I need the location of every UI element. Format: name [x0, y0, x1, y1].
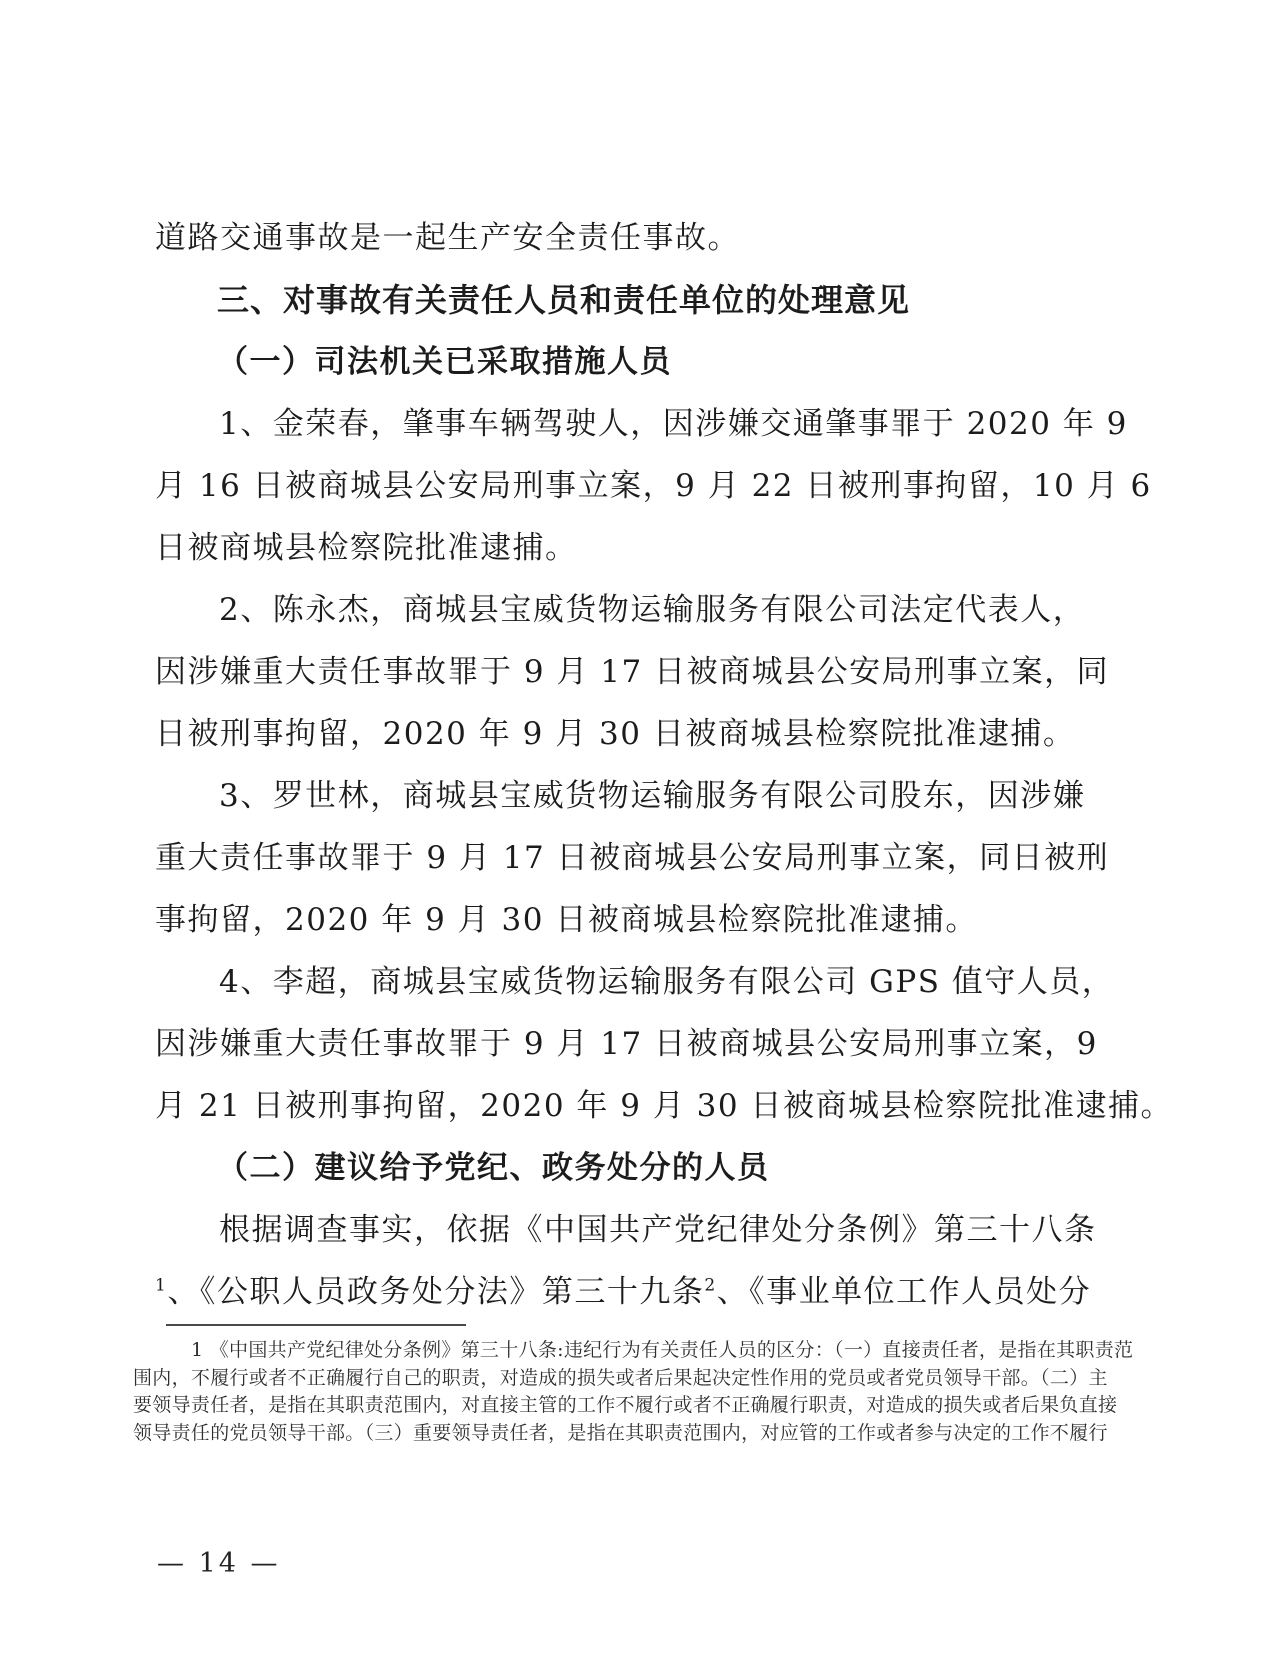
body-line: 因涉嫌重大责任事故罪于 9 月 17 日被商城县公安局刑事立案，9: [155, 1026, 1098, 1062]
section-heading: 三、对事故有关责任人员和责任单位的处理意见: [217, 281, 911, 319]
body-line: 日被刑事拘留，2020 年 9 月 30 日被商城县检察院批准逮捕。: [155, 716, 1076, 752]
footnote-ref-2: 2: [704, 1275, 717, 1296]
footnote-separator: [166, 1324, 466, 1326]
subsection-heading-2: （二）建议给予党纪、政务处分的人员: [217, 1150, 770, 1186]
body-line: 道路交通事故是一起生产安全责任事故。: [155, 220, 740, 256]
body-line: 月 16 日被商城县公安局刑事立案，9 月 22 日被刑事拘留，10 月 6: [155, 468, 1152, 504]
footnote-block: [133, 1337, 1158, 1447]
body-line: 1、金荣春，肇事车辆驾驶人，因涉嫌交通肇事罪于 2020 年 9: [219, 406, 1128, 442]
body-line-with-footnote-refs: [155, 1261, 1130, 1323]
body-line: 重大责任事故罪于 9 月 17 日被商城县公安局刑事立案，同日被刑: [155, 840, 1110, 876]
footnote-line: 1 《中国共产党纪律处分条例》第三十八条:违纪行为有关责任人员的区分：（一）直接责任者，是指在其职责范: [191, 1339, 1134, 1361]
subsection-heading-1: （一）司法机关已采取措施人员: [217, 344, 672, 380]
body-line: 2、陈永杰，商城县宝威货物运输服务有限公司法定代表人，: [219, 592, 1086, 628]
footnote-line: 要领导责任者，是指在其职责范围内，对直接主管的工作不履行或者不正确履行职责，对造成的损失或者后果负直接: [133, 1394, 1118, 1416]
body-line: 因涉嫌重大责任事故罪于 9 月 17 日被商城县公安局刑事立案，同: [155, 654, 1110, 690]
footnote-line: 领导责任的党员领导干部。（三）重要领导责任者，是指在其职责范围内，对应管的工作或者参与决定的工作不履行: [133, 1421, 1108, 1444]
footnote-line: 围内，不履行或者不正确履行自己的职责，对造成的损失或者后果起决定性作用的党员或者党员领导干部。（二）主: [133, 1366, 1108, 1389]
footnote-ref-1: 1: [155, 1275, 168, 1296]
body-text-fragment: 、《公职人员政务处分法》第三十九条: [167, 1274, 705, 1310]
body-text-fragment: 、《事业单位工作人员处分: [716, 1274, 1092, 1310]
document-body: [155, 207, 1173, 1323]
body-line: 3、罗世林，商城县宝威货物运输服务有限公司股东，因涉嫌: [219, 778, 1086, 814]
body-line: 4、李超，商城县宝威货物运输服务有限公司 GPS 值守人员，: [219, 964, 1115, 1000]
body-line: 根据调查事实，依据《中国共产党纪律处分条例》第三十八条: [219, 1212, 1097, 1248]
body-line: 事拘留，2020 年 9 月 30 日被商城县检察院批准逮捕。: [155, 902, 978, 938]
page-number: — 14 —: [157, 1548, 281, 1579]
body-line: 月 21 日被刑事拘留，2020 年 9 月 30 日被商城县检察院批准逮捕。: [155, 1088, 1173, 1124]
body-line: 日被商城县检察院批准逮捕。: [155, 530, 578, 566]
